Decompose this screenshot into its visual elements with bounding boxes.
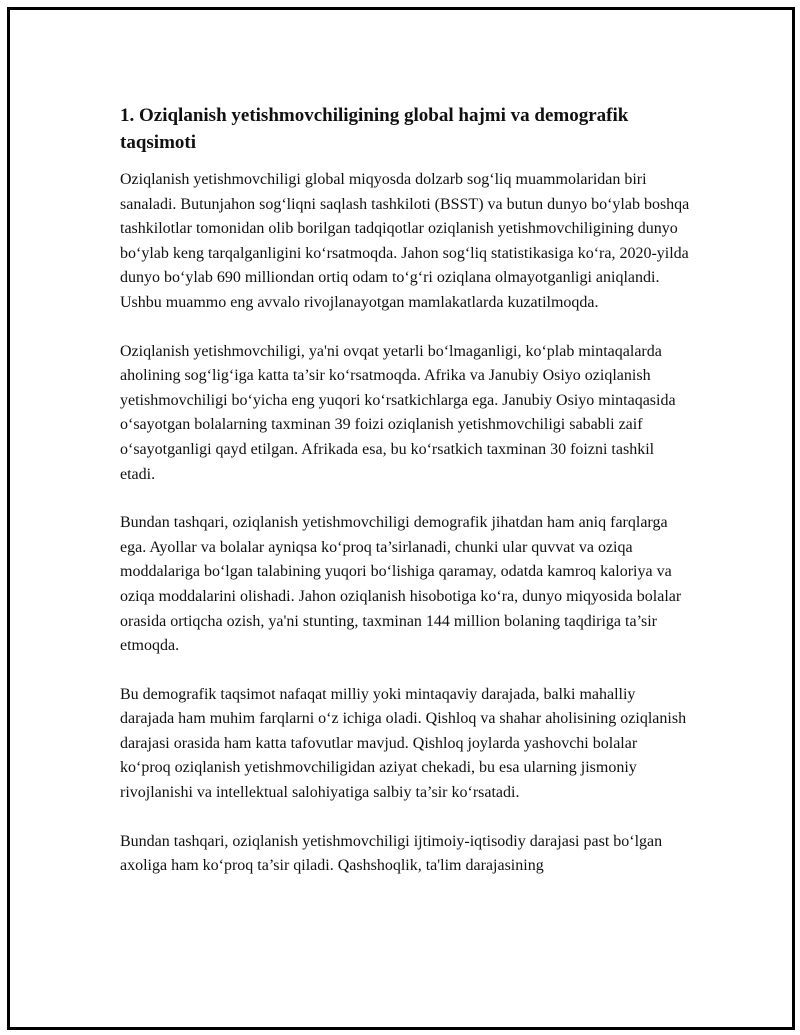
paragraph-1: Oziqlanish yetishmovchiligi global miqyosda dolzarb sog‘liq muammolaridan biri sanaladi. Butunjahon sog‘liqni saqlash tashkiloti (BSST) va butun dunyo bo‘ylab boshqa tashkilotlar tomonidan olib borilgan tadqiqotlar oziqlanish yetishmovchiligining dunyo bo‘ylab keng tarqalganligini ko‘rsatmoqda. Jahon sog‘liq statistikasiga ko‘ra, 2020-yilda dunyo bo‘ylab 690 milliondan ortiq odam to‘g‘ri oziqlana olmayotganligi aniqlandi. Ushbu muammo eng avvalo rivojlanayotgan mamlakatlarda kuzatilmoqda. bbox=[120, 171, 690, 311]
document-body bbox=[120, 102, 690, 903]
paragraph-2: Oziqlanish yetishmovchiligi, ya'ni ovqat yetarli bo‘lmaganligi, ko‘plab mintaqalarda aholining sog‘lig‘iga katta ta’sir ko‘rsatmoqda. Afrika va Janubiy Osiyo oziqlanish yetishmovchiligi bo‘yicha eng yuqori ko‘rsatkichlarga ega. Janubiy Osiyo mintaqasida o‘sayotgan bolalarning taxminan 39 foizi oziqlanish yetishmovchiligi sababli zaif o‘sayotganligi qayd etilgan. Afrikada esa, bu ko‘rsatkich taxminan 30 foizni tashkil etadi. bbox=[120, 342, 676, 483]
paragraph-4: Bu demografik taqsimot nafaqat milliy yoki mintaqaviy darajada, balki mahalliy darajada ham muhim farqlarni o‘z ichiga oladi. Qishloq va shahar aholisining oziqlanish darajasi orasida ham katta tafovutlar mavjud. Qishloq joylarda yashovchi bolalar ko‘proq oziqlanish yetishmovchiligidan aziyat chekadi, bu esa ularning jismoniy rivojlanishi va intellektual salohiyatiga salbiy ta’sir ko‘rsatadi. bbox=[120, 685, 687, 802]
paragraph-3: Bundan tashqari, oziqlanish yetishmovchiligi demografik jihatdan ham aniq farqlarga ega. Ayollar va bolalar ayniqsa ko‘proq ta’sirlanadi, chunki ular quvvat va oziqa moddalariga bo‘lgan talabining yuqori bo‘lishiga qaramay, odatda kamroq kaloriya va oziqa moddalarini olishadi. Jahon oziqlanish hisobotiga ko‘ra, dunyo miqyosida bolalar orasida ortiqcha ozish, ya'ni stunting, taxminan 144 million bolaning taqdiriga ta’sir etmoqda. bbox=[120, 514, 682, 655]
page-frame bbox=[7, 7, 795, 1030]
paragraph-5: Bundan tashqari, oziqlanish yetishmovchiligi ijtimoiy-iqtisodiy darajasi past bo‘lgan axoliga ham ko‘proq ta’sir qiladi. Qashshoqlik, ta'lim darajasining bbox=[120, 832, 663, 875]
section-heading: 1. Oziqlanish yetishmovchiligining global hajmi va demografik taqsimoti bbox=[120, 105, 629, 153]
